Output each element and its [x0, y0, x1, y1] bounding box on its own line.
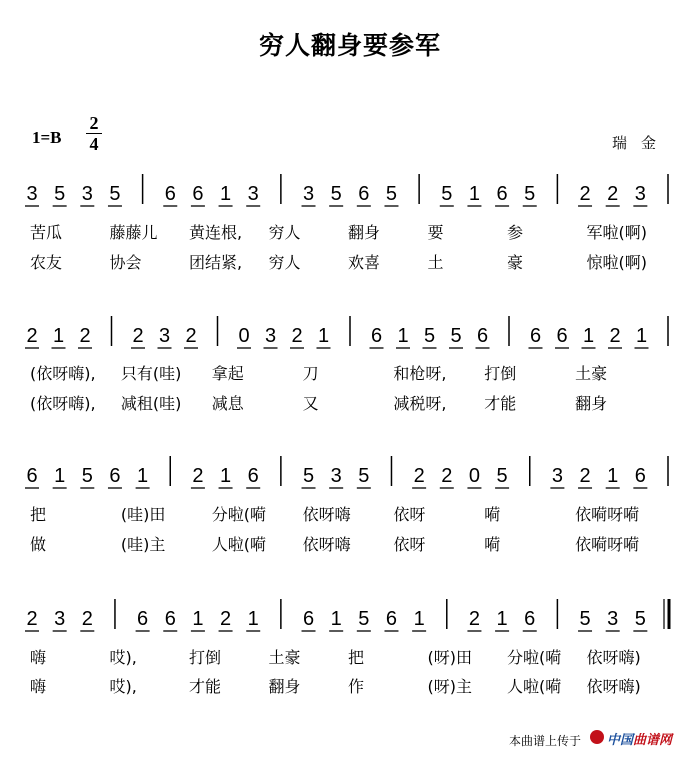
lyric-verse2: 嗬 [484, 535, 501, 554]
lyric-verse2: 作 [348, 677, 365, 696]
jianpu-note: 1 [317, 325, 330, 347]
jianpu-note: 5 [524, 183, 536, 205]
lyric-verse1: 和枪呀, [393, 364, 447, 383]
lyric-verse1: 依嗬呀嗬 [575, 505, 640, 524]
lyric-verse2: (依呀嗨), [30, 394, 96, 413]
lyric-verse1: 刀 [302, 364, 319, 383]
lyric-verse1: 嗨 [30, 648, 47, 667]
jianpu-note: 5 [496, 465, 508, 487]
meter-bottom: 4 [89, 134, 99, 154]
lyric-verse2: 人啦(嗬 [211, 535, 266, 554]
jianpu-note: 3 [607, 608, 619, 630]
lyric-verse1: 依呀 [393, 505, 426, 524]
jianpu-note: 6 [556, 325, 568, 347]
jianpu-note: 5 [109, 183, 121, 205]
lyric-verse2: 欢喜 [348, 253, 381, 272]
jianpu-note: 6 [164, 608, 176, 630]
lyric-verse1: 依呀嗨 [302, 505, 351, 524]
jianpu-note: 1 [247, 608, 259, 630]
jianpu-note: 3 [551, 465, 563, 487]
jianpu-note: 6 [26, 465, 38, 487]
meter-top: 2 [89, 113, 99, 133]
lyric-verse1: 土豪 [575, 364, 608, 383]
jianpu-note: 1 [468, 183, 480, 205]
jianpu-note: 6 [192, 183, 204, 205]
lyric-verse2: 减税呀, [393, 394, 447, 413]
lyric-verse1: (依呀嗨), [30, 364, 96, 383]
lyric-verse1: 苦瓜 [30, 223, 63, 242]
jianpu-note: 6 [524, 608, 536, 630]
jianpu-note: 1 [582, 325, 595, 347]
lyric-verse1: 要 [427, 223, 444, 242]
jianpu-note: 5 [81, 465, 93, 487]
lyric-verse1: 把 [30, 505, 47, 524]
lyric-verse1: 黄连根, [189, 223, 243, 242]
jianpu-note: 5 [450, 325, 462, 347]
jianpu-note: 1 [330, 608, 342, 630]
jianpu-note: 2 [413, 465, 425, 487]
jianpu-note: 2 [26, 325, 38, 347]
lyric-verse1: 参 [507, 223, 524, 242]
lyric-verse2: 又 [302, 394, 319, 413]
jianpu-note: 5 [634, 608, 646, 630]
jianpu-note: 1 [54, 465, 66, 487]
jianpu-note: 1 [397, 325, 409, 347]
lyric-verse1: 土豪 [268, 648, 301, 667]
jianpu-note: 2 [291, 325, 303, 347]
jianpu-note: 5 [385, 183, 398, 205]
logo-mark-icon [590, 730, 604, 744]
jianpu-note: 6 [164, 183, 176, 205]
jianpu-note: 1 [413, 608, 425, 630]
lyric-verse1: 打倒 [484, 364, 517, 383]
jianpu-note: 2 [441, 465, 453, 487]
jianpu-note: 2 [607, 183, 619, 205]
lyric-verse2: 人啦(嗬 [507, 677, 562, 696]
jianpu-note: 6 [496, 183, 508, 205]
jianpu-note: 5 [579, 608, 591, 630]
lyric-verse2: 依呀嗨 [302, 535, 351, 554]
lyric-verse2: (呀)主 [427, 677, 472, 696]
lyric-verse1: 嗬 [484, 505, 501, 524]
lyric-verse2: 才能 [189, 677, 222, 696]
lyric-verse1: 翻身 [348, 223, 381, 242]
jianpu-note: 5 [358, 465, 370, 487]
jianpu-note: 1 [496, 608, 508, 630]
lyric-verse2: 惊啦(啊) [586, 253, 647, 272]
jianpu-note: 2 [185, 325, 197, 347]
jianpu-note: 6 [634, 465, 646, 487]
lyric-verse2: 依嗬呀嗬 [575, 535, 640, 554]
jianpu-note: 5 [358, 608, 370, 630]
jianpu-note: 1 [220, 465, 232, 487]
jianpu-note: 3 [264, 325, 277, 347]
jianpu-note: 1 [137, 465, 149, 487]
upload-note: 本曲谱上传于 [509, 734, 582, 748]
lyric-verse2: 土 [427, 253, 444, 272]
jianpu-note: 3 [330, 465, 342, 487]
song-title: 穷人翻身要参军 [258, 31, 441, 60]
jianpu-note: 6 [137, 608, 149, 630]
jianpu-note: 2 [79, 325, 91, 347]
lyric-verse1: (哇)田 [120, 505, 166, 524]
jianpu-note: 1 [635, 325, 648, 347]
lyric-verse2: 依呀嗨) [586, 677, 641, 696]
jianpu-note: 5 [302, 465, 315, 487]
lyric-verse1: 藤藤儿 [109, 223, 158, 242]
lyric-verse1: 打倒 [189, 648, 222, 667]
lyric-verse1: 哎), [109, 648, 137, 667]
jianpu-note: 3 [54, 608, 66, 630]
lyric-verse1: 只有(哇) [120, 364, 182, 383]
jianpu-note: 5 [423, 325, 436, 347]
lyric-verse1: 分啦(嗬 [211, 505, 266, 524]
jianpu-note: 2 [26, 608, 38, 630]
jianpu-note: 6 [529, 325, 542, 347]
jianpu-note: 1 [220, 183, 232, 205]
jianpu-note: 1 [192, 608, 204, 630]
jianpu-note: 2 [579, 183, 591, 205]
lyric-verse2: 减租(哇) [120, 394, 182, 413]
jianpu-note: 3 [81, 183, 93, 205]
jianpu-note: 6 [370, 325, 383, 347]
jianpu-note: 3 [302, 183, 315, 205]
lyric-verse2: 翻身 [268, 677, 301, 696]
jianpu-note: 6 [385, 608, 398, 630]
jianpu-note: 3 [634, 183, 646, 205]
jianpu-note: 2 [192, 465, 204, 487]
jianpu-note: 5 [54, 183, 66, 205]
lyric-verse1: 拿起 [211, 364, 244, 383]
lyric-verse2: 农友 [30, 253, 63, 272]
jianpu-note: 3 [158, 325, 171, 347]
lyric-verse2: 嗨 [30, 677, 47, 696]
jianpu-note: 3 [247, 183, 259, 205]
lyric-verse2: 才能 [484, 394, 517, 413]
jianpu-note: 6 [109, 465, 121, 487]
lyric-verse2: 减息 [211, 394, 244, 413]
jianpu-note: 2 [220, 608, 232, 630]
lyric-verse1: 分啦(嗬 [507, 648, 562, 667]
lyric-verse1: 穷人 [268, 223, 301, 242]
lyric-verse1: 军啦(啊) [586, 223, 647, 242]
lyric-verse2: 做 [30, 535, 47, 554]
lyric-verse2: 依呀 [393, 535, 426, 554]
jianpu-note: 6 [476, 325, 489, 347]
jianpu-note: 5 [330, 183, 342, 205]
jianpu-note: 2 [81, 608, 93, 630]
jianpu-note: 6 [358, 183, 370, 205]
jianpu-note: 1 [52, 325, 65, 347]
jianpu-note: 1 [607, 465, 619, 487]
key-signature: 1=B [32, 128, 62, 147]
jianpu-note: 0 [468, 465, 480, 487]
lyric-verse1: 把 [348, 648, 365, 667]
jianpu-note: 0 [238, 325, 250, 347]
lyric-verse2: 翻身 [575, 394, 608, 413]
jianpu-note: 2 [132, 325, 144, 347]
composer-credit: 瑞金 [612, 134, 671, 152]
lyric-verse1: 依呀嗨) [586, 648, 641, 667]
jianpu-note: 6 [302, 608, 315, 630]
lyric-verse2: 协会 [109, 253, 142, 272]
jianpu-note: 3 [26, 183, 38, 205]
logo-text: 中国曲谱网 [607, 733, 673, 748]
site-logo [590, 729, 692, 747]
jianpu-note: 2 [468, 608, 480, 630]
jianpu-note: 5 [441, 183, 453, 205]
lyric-verse2: (哇)主 [120, 535, 166, 554]
jianpu-note: 2 [609, 325, 621, 347]
lyric-verse2: 豪 [507, 253, 524, 272]
lyric-verse1: (呀)田 [427, 648, 472, 667]
jianpu-note: 2 [579, 465, 591, 487]
jianpu-note: 6 [247, 465, 259, 487]
lyric-verse2: 穷人 [268, 253, 301, 272]
lyric-verse2: 团结紧, [189, 253, 243, 272]
lyric-verse2: 哎), [109, 677, 137, 696]
